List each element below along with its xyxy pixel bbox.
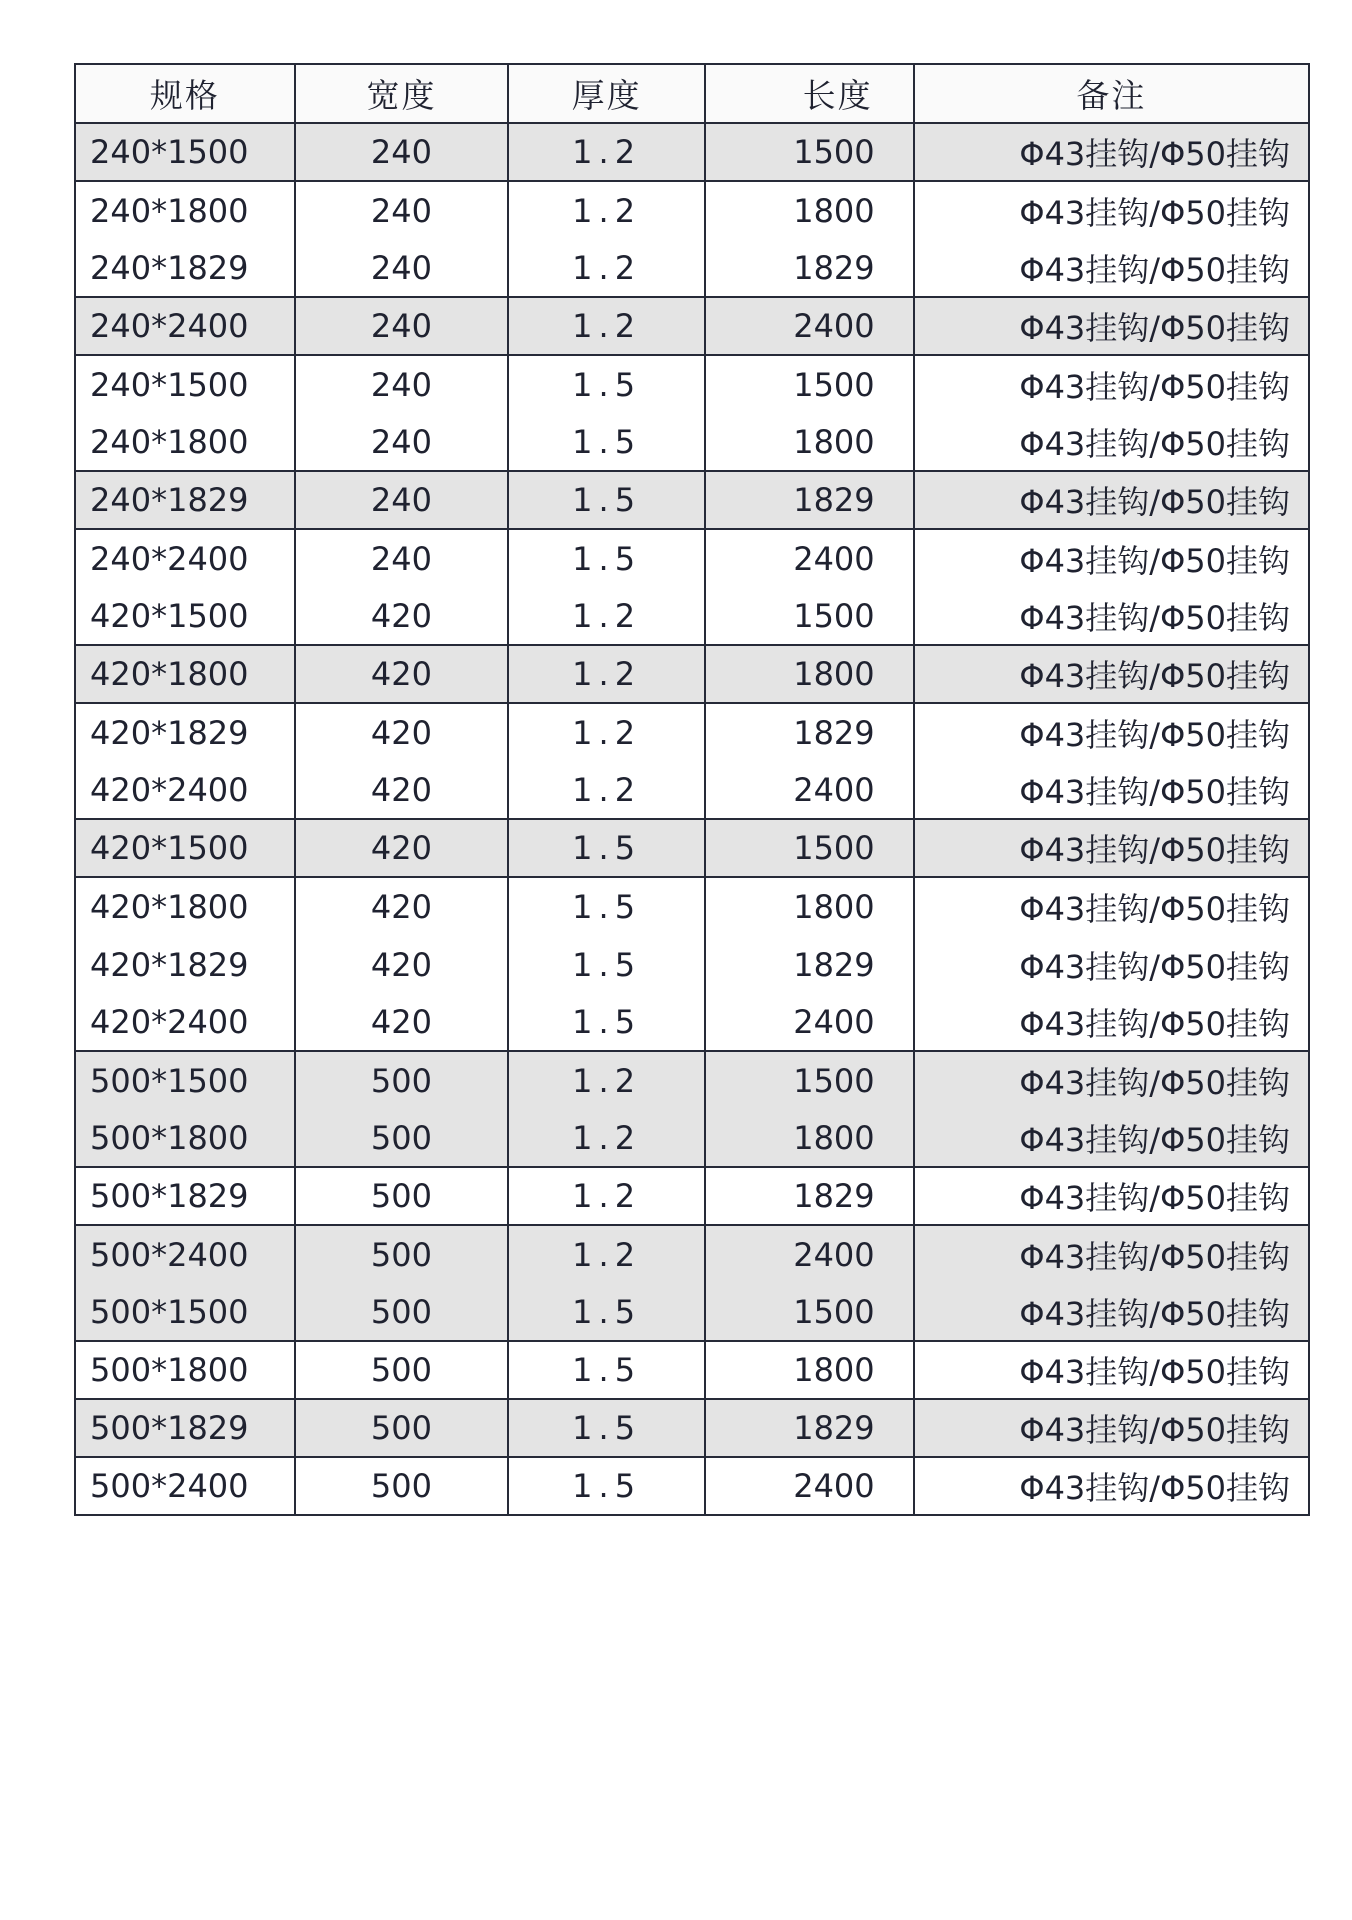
cell-thickness: 1.5 <box>509 820 706 876</box>
cell-thickness: 1.5 <box>509 1400 706 1456</box>
cell-note: Φ43挂钩/Φ50挂钩 <box>915 936 1310 994</box>
cell-note: Φ43挂钩/Φ50挂钩 <box>915 1168 1310 1224</box>
cell-length: 2400 <box>706 298 915 354</box>
cell-width: 420 <box>296 878 510 936</box>
cell-spec: 500*1829 <box>76 1168 296 1224</box>
cell-note: Φ43挂钩/Φ50挂钩 <box>915 530 1310 588</box>
table-row <box>76 878 1310 936</box>
cell-width: 240 <box>296 298 510 354</box>
cell-width: 420 <box>296 588 510 644</box>
cell-thickness: 1.5 <box>509 472 706 528</box>
cell-spec: 240*1800 <box>76 414 296 470</box>
cell-spec: 420*1829 <box>76 936 296 994</box>
header-length: 长度 <box>706 65 915 122</box>
cell-length: 1800 <box>706 414 915 470</box>
cell-width: 500 <box>296 1284 510 1340</box>
table-row <box>76 588 1310 646</box>
cell-thickness: 1.2 <box>509 704 706 762</box>
cell-length: 1829 <box>706 704 915 762</box>
cell-length: 2400 <box>706 530 915 588</box>
cell-spec: 240*1829 <box>76 240 296 296</box>
cell-note: Φ43挂钩/Φ50挂钩 <box>915 588 1310 644</box>
cell-thickness: 1.2 <box>509 588 706 644</box>
cell-thickness: 1.5 <box>509 356 706 414</box>
cell-thickness: 1.2 <box>509 1110 706 1166</box>
header-width: 宽度 <box>296 65 510 122</box>
cell-length: 2400 <box>706 994 915 1050</box>
cell-thickness: 1.2 <box>509 240 706 296</box>
cell-width: 420 <box>296 820 510 876</box>
cell-length: 1800 <box>706 646 915 702</box>
cell-thickness: 1.2 <box>509 646 706 702</box>
cell-width: 420 <box>296 762 510 818</box>
cell-thickness: 1.2 <box>509 124 706 180</box>
cell-width: 420 <box>296 704 510 762</box>
cell-note: Φ43挂钩/Φ50挂钩 <box>915 1226 1310 1284</box>
cell-width: 240 <box>296 124 510 180</box>
cell-width: 420 <box>296 994 510 1050</box>
header-spec: 规格 <box>76 65 296 122</box>
cell-spec: 500*1800 <box>76 1342 296 1398</box>
cell-thickness: 1.5 <box>509 1458 706 1514</box>
cell-spec: 240*2400 <box>76 298 296 354</box>
cell-thickness: 1.5 <box>509 1284 706 1340</box>
spec-table <box>74 63 1310 1516</box>
table-header-row <box>76 65 1310 124</box>
table-row <box>76 1400 1310 1458</box>
cell-thickness: 1.5 <box>509 530 706 588</box>
cell-thickness: 1.2 <box>509 298 706 354</box>
cell-spec: 500*1500 <box>76 1284 296 1340</box>
cell-note: Φ43挂钩/Φ50挂钩 <box>915 994 1310 1050</box>
cell-note: Φ43挂钩/Φ50挂钩 <box>915 472 1310 528</box>
cell-spec: 240*1800 <box>76 182 296 240</box>
cell-thickness: 1.2 <box>509 182 706 240</box>
cell-width: 500 <box>296 1052 510 1110</box>
cell-width: 240 <box>296 530 510 588</box>
cell-spec: 240*1829 <box>76 472 296 528</box>
table-body <box>76 124 1310 1516</box>
cell-note: Φ43挂钩/Φ50挂钩 <box>915 298 1310 354</box>
cell-note: Φ43挂钩/Φ50挂钩 <box>915 820 1310 876</box>
table-row <box>76 994 1310 1052</box>
table-row <box>76 1284 1310 1342</box>
cell-spec: 420*1500 <box>76 588 296 644</box>
cell-note: Φ43挂钩/Φ50挂钩 <box>915 878 1310 936</box>
cell-note: Φ43挂钩/Φ50挂钩 <box>915 762 1310 818</box>
table-row <box>76 182 1310 240</box>
cell-width: 420 <box>296 646 510 702</box>
cell-note: Φ43挂钩/Φ50挂钩 <box>915 414 1310 470</box>
cell-length: 1829 <box>706 240 915 296</box>
table-row <box>76 414 1310 472</box>
cell-note: Φ43挂钩/Φ50挂钩 <box>915 240 1310 296</box>
cell-thickness: 1.5 <box>509 936 706 994</box>
cell-spec: 240*2400 <box>76 530 296 588</box>
cell-length: 1829 <box>706 1400 915 1456</box>
cell-length: 1829 <box>706 936 915 994</box>
table-row <box>76 1226 1310 1284</box>
cell-note: Φ43挂钩/Φ50挂钩 <box>915 646 1310 702</box>
cell-width: 240 <box>296 182 510 240</box>
cell-width: 500 <box>296 1110 510 1166</box>
cell-length: 1500 <box>706 1052 915 1110</box>
table-row <box>76 704 1310 762</box>
table-row <box>76 530 1310 588</box>
table-row <box>76 1168 1310 1226</box>
cell-length: 1800 <box>706 1342 915 1398</box>
cell-spec: 240*1500 <box>76 356 296 414</box>
cell-length: 1500 <box>706 356 915 414</box>
cell-note: Φ43挂钩/Φ50挂钩 <box>915 1400 1310 1456</box>
cell-note: Φ43挂钩/Φ50挂钩 <box>915 704 1310 762</box>
cell-thickness: 1.2 <box>509 1052 706 1110</box>
cell-length: 1800 <box>706 182 915 240</box>
cell-width: 500 <box>296 1400 510 1456</box>
table-row <box>76 298 1310 356</box>
cell-width: 240 <box>296 472 510 528</box>
cell-note: Φ43挂钩/Φ50挂钩 <box>915 182 1310 240</box>
cell-length: 2400 <box>706 762 915 818</box>
table-row <box>76 1110 1310 1168</box>
cell-spec: 420*2400 <box>76 994 296 1050</box>
table-row <box>76 1458 1310 1516</box>
cell-spec: 240*1500 <box>76 124 296 180</box>
cell-thickness: 1.2 <box>509 762 706 818</box>
header-note: 备注 <box>915 65 1310 122</box>
cell-note: Φ43挂钩/Φ50挂钩 <box>915 1458 1310 1514</box>
cell-spec: 420*1500 <box>76 820 296 876</box>
cell-note: Φ43挂钩/Φ50挂钩 <box>915 356 1310 414</box>
table-row <box>76 124 1310 182</box>
cell-spec: 420*1800 <box>76 646 296 702</box>
table-row <box>76 1342 1310 1400</box>
cell-spec: 500*2400 <box>76 1226 296 1284</box>
cell-width: 500 <box>296 1168 510 1224</box>
cell-spec: 420*1800 <box>76 878 296 936</box>
table-row <box>76 240 1310 298</box>
cell-length: 1500 <box>706 1284 915 1340</box>
cell-length: 1800 <box>706 1110 915 1166</box>
cell-length: 1829 <box>706 1168 915 1224</box>
cell-note: Φ43挂钩/Φ50挂钩 <box>915 124 1310 180</box>
cell-length: 2400 <box>706 1458 915 1514</box>
cell-length: 2400 <box>706 1226 915 1284</box>
cell-thickness: 1.2 <box>509 1226 706 1284</box>
cell-length: 1500 <box>706 124 915 180</box>
cell-width: 500 <box>296 1342 510 1398</box>
table-row <box>76 762 1310 820</box>
cell-spec: 420*2400 <box>76 762 296 818</box>
table-row <box>76 936 1310 994</box>
cell-note: Φ43挂钩/Φ50挂钩 <box>915 1284 1310 1340</box>
table-row <box>76 1052 1310 1110</box>
cell-spec: 500*2400 <box>76 1458 296 1514</box>
cell-width: 240 <box>296 356 510 414</box>
cell-spec: 420*1829 <box>76 704 296 762</box>
table-row <box>76 646 1310 704</box>
table-row <box>76 820 1310 878</box>
cell-width: 500 <box>296 1226 510 1284</box>
cell-length: 1800 <box>706 878 915 936</box>
table-row <box>76 472 1310 530</box>
cell-length: 1829 <box>706 472 915 528</box>
cell-width: 420 <box>296 936 510 994</box>
cell-width: 500 <box>296 1458 510 1514</box>
cell-note: Φ43挂钩/Φ50挂钩 <box>915 1342 1310 1398</box>
header-thickness: 厚度 <box>509 65 706 122</box>
cell-spec: 500*1800 <box>76 1110 296 1166</box>
cell-length: 1500 <box>706 588 915 644</box>
cell-thickness: 1.5 <box>509 1342 706 1398</box>
cell-spec: 500*1500 <box>76 1052 296 1110</box>
table-row <box>76 356 1310 414</box>
cell-width: 240 <box>296 414 510 470</box>
cell-spec: 500*1829 <box>76 1400 296 1456</box>
cell-thickness: 1.5 <box>509 414 706 470</box>
cell-thickness: 1.5 <box>509 878 706 936</box>
cell-length: 1500 <box>706 820 915 876</box>
cell-note: Φ43挂钩/Φ50挂钩 <box>915 1110 1310 1166</box>
cell-note: Φ43挂钩/Φ50挂钩 <box>915 1052 1310 1110</box>
cell-thickness: 1.2 <box>509 1168 706 1224</box>
cell-thickness: 1.5 <box>509 994 706 1050</box>
cell-width: 240 <box>296 240 510 296</box>
